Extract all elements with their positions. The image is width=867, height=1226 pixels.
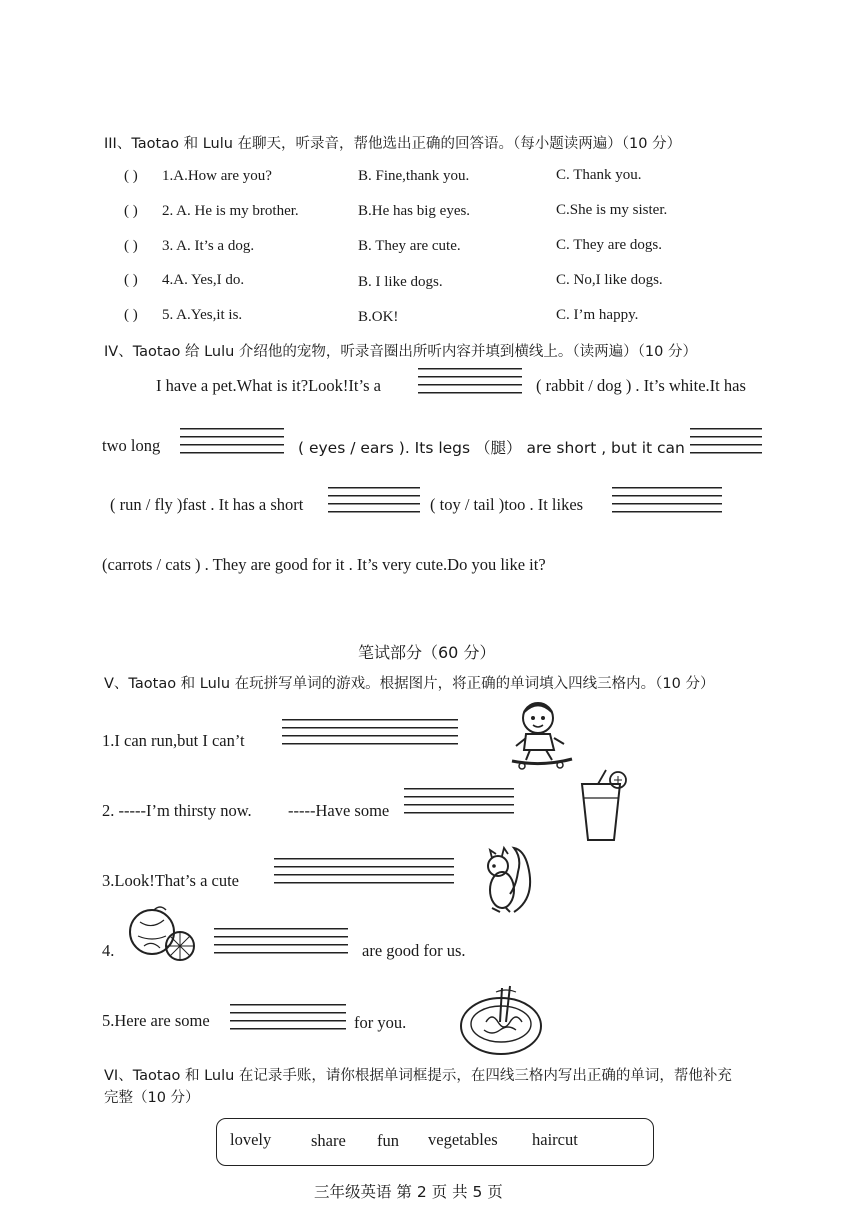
skateboard-boy-icon xyxy=(500,698,582,770)
q4-text: are good for us. xyxy=(362,941,466,960)
passage-line2-start: two long xyxy=(102,436,161,455)
answer-paren[interactable]: ( ) xyxy=(124,307,138,323)
writing-grid-q4[interactable] xyxy=(214,928,348,954)
writing-grid-2[interactable] xyxy=(180,428,284,454)
writing-grid-q5[interactable] xyxy=(230,1004,346,1030)
passage-line4: (carrots / cats ) . They are good for it . It’s very cute.Do you like it? xyxy=(102,555,546,574)
answer-paren[interactable]: ( ) xyxy=(124,203,138,219)
noodles-bowl-icon xyxy=(456,982,546,1058)
q5-text-end: for you. xyxy=(354,1013,407,1032)
option-b: B.He has big eyes. xyxy=(358,203,471,219)
writing-grid-3[interactable] xyxy=(690,428,762,454)
page-footer: 三年级英语 第 2 页 共 5 页 xyxy=(314,1183,503,1201)
option-b: B. Fine,thank you. xyxy=(358,168,470,184)
section3-title: III、Taotao 和 Lulu 在聊天，听录音，帮他选出正确的回答语。（每小题读两遍）（10 分） xyxy=(104,136,682,152)
option-a: 3. A. It’s a dog. xyxy=(162,238,255,254)
writing-grid-q1[interactable] xyxy=(282,719,458,745)
option-c: C.She is my sister. xyxy=(556,202,668,218)
passage-line3-end: ( toy / tail )too . It likes xyxy=(430,495,584,514)
q3-text: 3.Look!That’s a cute xyxy=(102,871,239,890)
q5-text-start: 5.Here are some xyxy=(102,1011,210,1030)
passage-line1-end: ( rabbit / dog ) . It’s white.It has xyxy=(536,376,746,395)
section5-title: V、Taotao 和 Lulu 在玩拼写单词的游戏。根据图片，将正确的单词填入四线三格内。（10 分） xyxy=(104,676,715,692)
section4-title: IV、Taotao 给 Lulu 介绍他的宠物，听录音圈出所听内容并填到横线上。（读两遍）（10 分） xyxy=(104,344,697,360)
written-heading: 笔试部分（60 分） xyxy=(358,643,496,662)
word-share: share xyxy=(311,1131,346,1150)
section6-title-line1: VI、Taotao 和 Lulu 在记录手账，请你根据单词框提示，在四线三格内写出正确的单词，帮他补充 xyxy=(104,1068,732,1084)
writing-grid-q3[interactable] xyxy=(274,858,454,884)
q2-text-start: 2. -----I’m thirsty now. xyxy=(102,801,252,820)
word-vegetables: vegetables xyxy=(428,1130,498,1149)
squirrel-icon xyxy=(478,842,538,918)
q2-text-end: -----Have some xyxy=(288,801,390,820)
oranges-icon xyxy=(124,904,200,966)
option-a: 2. A. He is my brother. xyxy=(162,203,299,219)
option-c: C. I’m happy. xyxy=(556,307,639,323)
passage-line3-start: ( run / fly )fast . It has a short xyxy=(110,495,304,514)
answer-paren[interactable]: ( ) xyxy=(124,238,138,254)
option-c: C. They are dogs. xyxy=(556,237,662,253)
passage-line1-start: I have a pet.What is it?Look!It’s a xyxy=(156,376,381,395)
writing-grid-5[interactable] xyxy=(612,487,722,513)
juice-glass-icon xyxy=(572,768,634,844)
option-c: C. No,I like dogs. xyxy=(556,272,663,288)
answer-paren[interactable]: ( ) xyxy=(124,272,138,288)
option-a: 4.A. Yes,I do. xyxy=(162,272,245,288)
option-c: C. Thank you. xyxy=(556,167,642,183)
passage-line2-end: ( eyes / ears ). Its legs （腿） are short , but it can xyxy=(298,439,685,457)
q1-text: 1.I can run,but I can’t xyxy=(102,731,245,750)
writing-grid-q2[interactable] xyxy=(404,788,514,814)
word-haircut: haircut xyxy=(532,1130,578,1149)
option-b: B. They are cute. xyxy=(358,238,461,254)
writing-grid-1[interactable] xyxy=(418,368,522,394)
option-b: B.OK! xyxy=(358,309,399,325)
section6-title-line2: 完整（10 分） xyxy=(104,1090,200,1106)
option-a: 5. A.Yes,it is. xyxy=(162,307,243,323)
q4-number: 4. xyxy=(102,941,115,960)
option-b: B. I like dogs. xyxy=(358,274,443,290)
word-lovely: lovely xyxy=(230,1130,272,1149)
answer-paren[interactable]: ( ) xyxy=(124,168,138,184)
option-a: 1.A.How are you? xyxy=(162,168,272,184)
writing-grid-4[interactable] xyxy=(328,487,420,513)
word-fun: fun xyxy=(377,1131,399,1150)
